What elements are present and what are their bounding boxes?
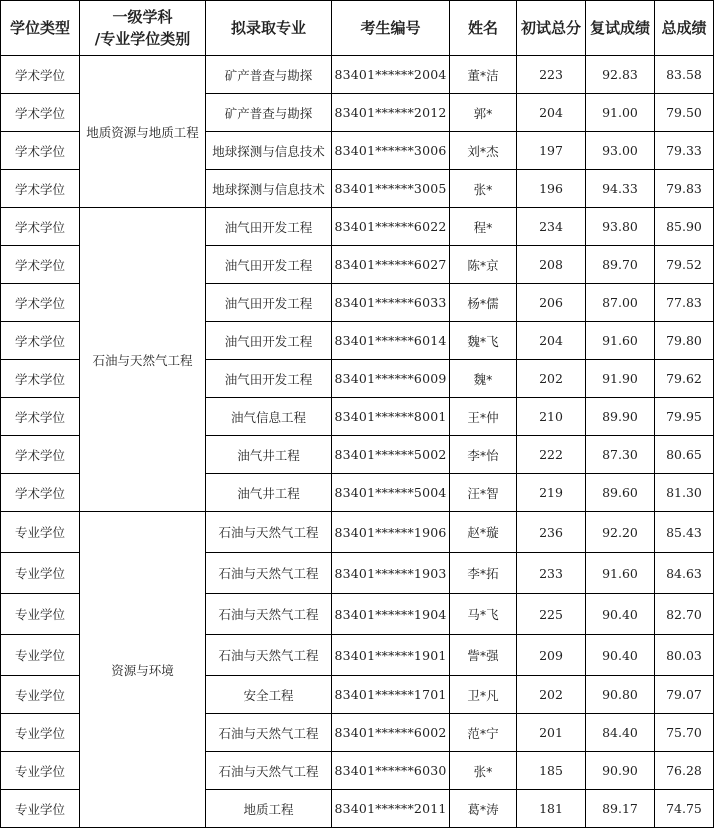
prelim-score-cell: 204 xyxy=(517,94,586,132)
total-score-cell: 79.62 xyxy=(655,360,714,398)
candidate-id-cell: 83401******6027 xyxy=(332,246,450,284)
name-cell: 郭* xyxy=(450,94,517,132)
name-cell: 魏*飞 xyxy=(450,322,517,360)
candidate-id-cell: 83401******2012 xyxy=(332,94,450,132)
retest-score-cell: 91.90 xyxy=(586,360,655,398)
degree-type-cell: 专业学位 xyxy=(1,594,80,635)
prelim-score-cell: 185 xyxy=(517,752,586,790)
major-cell: 石油与天然气工程 xyxy=(206,635,332,676)
retest-score-cell: 93.00 xyxy=(586,132,655,170)
candidate-id-cell: 83401******6030 xyxy=(332,752,450,790)
name-cell: 杨*儒 xyxy=(450,284,517,322)
candidate-id-cell: 83401******8001 xyxy=(332,398,450,436)
degree-type-cell: 学术学位 xyxy=(1,94,80,132)
name-cell: 陈*京 xyxy=(450,246,517,284)
prelim-score-cell: 223 xyxy=(517,56,586,94)
total-score-cell: 80.03 xyxy=(655,635,714,676)
candidate-id-cell: 83401******5002 xyxy=(332,436,450,474)
total-score-cell: 80.65 xyxy=(655,436,714,474)
major-cell: 石油与天然气工程 xyxy=(206,553,332,594)
name-cell: 卫*凡 xyxy=(450,676,517,714)
retest-score-cell: 89.70 xyxy=(586,246,655,284)
degree-type-cell: 学术学位 xyxy=(1,474,80,512)
total-score-cell: 84.63 xyxy=(655,553,714,594)
discipline-cell: 地质资源与地质工程 xyxy=(80,56,206,208)
total-score-cell: 79.52 xyxy=(655,246,714,284)
total-score-cell: 76.28 xyxy=(655,752,714,790)
retest-score-cell: 90.40 xyxy=(586,594,655,635)
retest-score-cell: 87.30 xyxy=(586,436,655,474)
prelim-score-cell: 197 xyxy=(517,132,586,170)
retest-score-cell: 92.83 xyxy=(586,56,655,94)
header-candidate-id: 考生编号 xyxy=(332,1,450,56)
retest-score-cell: 90.80 xyxy=(586,676,655,714)
total-score-cell: 79.50 xyxy=(655,94,714,132)
retest-score-cell: 91.00 xyxy=(586,94,655,132)
candidate-id-cell: 83401******6022 xyxy=(332,208,450,246)
name-cell: 董*洁 xyxy=(450,56,517,94)
total-score-cell: 83.58 xyxy=(655,56,714,94)
total-score-cell: 75.70 xyxy=(655,714,714,752)
major-cell: 石油与天然气工程 xyxy=(206,752,332,790)
candidate-id-cell: 83401******5004 xyxy=(332,474,450,512)
prelim-score-cell: 225 xyxy=(517,594,586,635)
major-cell: 油气田开发工程 xyxy=(206,208,332,246)
name-cell: 马*飞 xyxy=(450,594,517,635)
prelim-score-cell: 202 xyxy=(517,360,586,398)
total-score-cell: 79.07 xyxy=(655,676,714,714)
discipline-cell: 资源与环境 xyxy=(80,512,206,828)
name-cell: 张* xyxy=(450,752,517,790)
table-row xyxy=(1,512,714,553)
degree-type-cell: 学术学位 xyxy=(1,360,80,398)
prelim-score-cell: 208 xyxy=(517,246,586,284)
name-cell: 李*拓 xyxy=(450,553,517,594)
table-body xyxy=(1,56,714,828)
major-cell: 油气信息工程 xyxy=(206,398,332,436)
major-cell: 地球探测与信息技术 xyxy=(206,132,332,170)
prelim-score-cell: 181 xyxy=(517,790,586,828)
degree-type-cell: 专业学位 xyxy=(1,512,80,553)
major-cell: 地球探测与信息技术 xyxy=(206,170,332,208)
prelim-score-cell: 202 xyxy=(517,676,586,714)
major-cell: 矿产普查与勘探 xyxy=(206,56,332,94)
major-cell: 石油与天然气工程 xyxy=(206,714,332,752)
retest-score-cell: 87.00 xyxy=(586,284,655,322)
name-cell: 赵*璇 xyxy=(450,512,517,553)
total-score-cell: 81.30 xyxy=(655,474,714,512)
prelim-score-cell: 201 xyxy=(517,714,586,752)
table-row xyxy=(1,208,714,246)
degree-type-cell: 专业学位 xyxy=(1,714,80,752)
degree-type-cell: 专业学位 xyxy=(1,752,80,790)
header-prelim-score: 初试总分 xyxy=(517,1,586,56)
retest-score-cell: 84.40 xyxy=(586,714,655,752)
prelim-score-cell: 233 xyxy=(517,553,586,594)
header-name: 姓名 xyxy=(450,1,517,56)
total-score-cell: 85.43 xyxy=(655,512,714,553)
prelim-score-cell: 222 xyxy=(517,436,586,474)
degree-type-cell: 学术学位 xyxy=(1,322,80,360)
total-score-cell: 79.80 xyxy=(655,322,714,360)
candidate-id-cell: 83401******3005 xyxy=(332,170,450,208)
total-score-cell: 85.90 xyxy=(655,208,714,246)
header-degree-type: 学位类型 xyxy=(1,1,80,56)
major-cell: 矿产普查与勘探 xyxy=(206,94,332,132)
total-score-cell: 82.70 xyxy=(655,594,714,635)
name-cell: 訾*强 xyxy=(450,635,517,676)
candidate-id-cell: 83401******1903 xyxy=(332,553,450,594)
name-cell: 程* xyxy=(450,208,517,246)
retest-score-cell: 90.40 xyxy=(586,635,655,676)
name-cell: 张* xyxy=(450,170,517,208)
degree-type-cell: 专业学位 xyxy=(1,790,80,828)
retest-score-cell: 92.20 xyxy=(586,512,655,553)
header-retest-score: 复试成绩 xyxy=(586,1,655,56)
candidate-id-cell: 83401******1901 xyxy=(332,635,450,676)
prelim-score-cell: 196 xyxy=(517,170,586,208)
table-row xyxy=(1,56,714,94)
retest-score-cell: 89.90 xyxy=(586,398,655,436)
degree-type-cell: 学术学位 xyxy=(1,398,80,436)
name-cell: 魏* xyxy=(450,360,517,398)
name-cell: 王*仲 xyxy=(450,398,517,436)
header-discipline-line1: 一级学科 /专业学位类别 xyxy=(94,8,191,48)
degree-type-cell: 学术学位 xyxy=(1,246,80,284)
name-cell: 汪*智 xyxy=(450,474,517,512)
candidate-id-cell: 83401******1904 xyxy=(332,594,450,635)
retest-score-cell: 89.60 xyxy=(586,474,655,512)
retest-score-cell: 91.60 xyxy=(586,553,655,594)
candidate-id-cell: 83401******2004 xyxy=(332,56,450,94)
major-cell: 油气田开发工程 xyxy=(206,322,332,360)
name-cell: 葛*涛 xyxy=(450,790,517,828)
degree-type-cell: 学术学位 xyxy=(1,208,80,246)
header-discipline xyxy=(80,1,206,56)
total-score-cell: 79.33 xyxy=(655,132,714,170)
degree-type-cell: 专业学位 xyxy=(1,676,80,714)
retest-score-cell: 93.80 xyxy=(586,208,655,246)
major-cell: 石油与天然气工程 xyxy=(206,594,332,635)
candidate-id-cell: 83401******6002 xyxy=(332,714,450,752)
retest-score-cell: 94.33 xyxy=(586,170,655,208)
name-cell: 李*怡 xyxy=(450,436,517,474)
major-cell: 油气井工程 xyxy=(206,474,332,512)
major-cell: 地质工程 xyxy=(206,790,332,828)
degree-type-cell: 学术学位 xyxy=(1,284,80,322)
name-cell: 刘*杰 xyxy=(450,132,517,170)
header-row xyxy=(1,1,714,56)
prelim-score-cell: 210 xyxy=(517,398,586,436)
prelim-score-cell: 219 xyxy=(517,474,586,512)
candidate-id-cell: 83401******6033 xyxy=(332,284,450,322)
major-cell: 油气田开发工程 xyxy=(206,284,332,322)
major-cell: 油气田开发工程 xyxy=(206,360,332,398)
retest-score-cell: 90.90 xyxy=(586,752,655,790)
degree-type-cell: 学术学位 xyxy=(1,132,80,170)
prelim-score-cell: 209 xyxy=(517,635,586,676)
retest-score-cell: 89.17 xyxy=(586,790,655,828)
candidate-id-cell: 83401******1701 xyxy=(332,676,450,714)
header-total-score: 总成绩 xyxy=(655,1,714,56)
degree-type-cell: 学术学位 xyxy=(1,56,80,94)
major-cell: 安全工程 xyxy=(206,676,332,714)
prelim-score-cell: 234 xyxy=(517,208,586,246)
degree-type-cell: 学术学位 xyxy=(1,170,80,208)
major-cell: 石油与天然气工程 xyxy=(206,512,332,553)
major-cell: 油气田开发工程 xyxy=(206,246,332,284)
degree-type-cell: 专业学位 xyxy=(1,635,80,676)
prelim-score-cell: 204 xyxy=(517,322,586,360)
major-cell: 油气井工程 xyxy=(206,436,332,474)
candidate-id-cell: 83401******6009 xyxy=(332,360,450,398)
total-score-cell: 74.75 xyxy=(655,790,714,828)
degree-type-cell: 学术学位 xyxy=(1,436,80,474)
candidate-id-cell: 83401******1906 xyxy=(332,512,450,553)
degree-type-cell: 专业学位 xyxy=(1,553,80,594)
name-cell: 范*宁 xyxy=(450,714,517,752)
discipline-cell: 石油与天然气工程 xyxy=(80,208,206,512)
candidate-id-cell: 83401******3006 xyxy=(332,132,450,170)
total-score-cell: 79.83 xyxy=(655,170,714,208)
prelim-score-cell: 206 xyxy=(517,284,586,322)
candidate-id-cell: 83401******2011 xyxy=(332,790,450,828)
total-score-cell: 79.95 xyxy=(655,398,714,436)
candidate-id-cell: 83401******6014 xyxy=(332,322,450,360)
header-major: 拟录取专业 xyxy=(206,1,332,56)
total-score-cell: 77.83 xyxy=(655,284,714,322)
prelim-score-cell: 236 xyxy=(517,512,586,553)
retest-score-cell: 91.60 xyxy=(586,322,655,360)
